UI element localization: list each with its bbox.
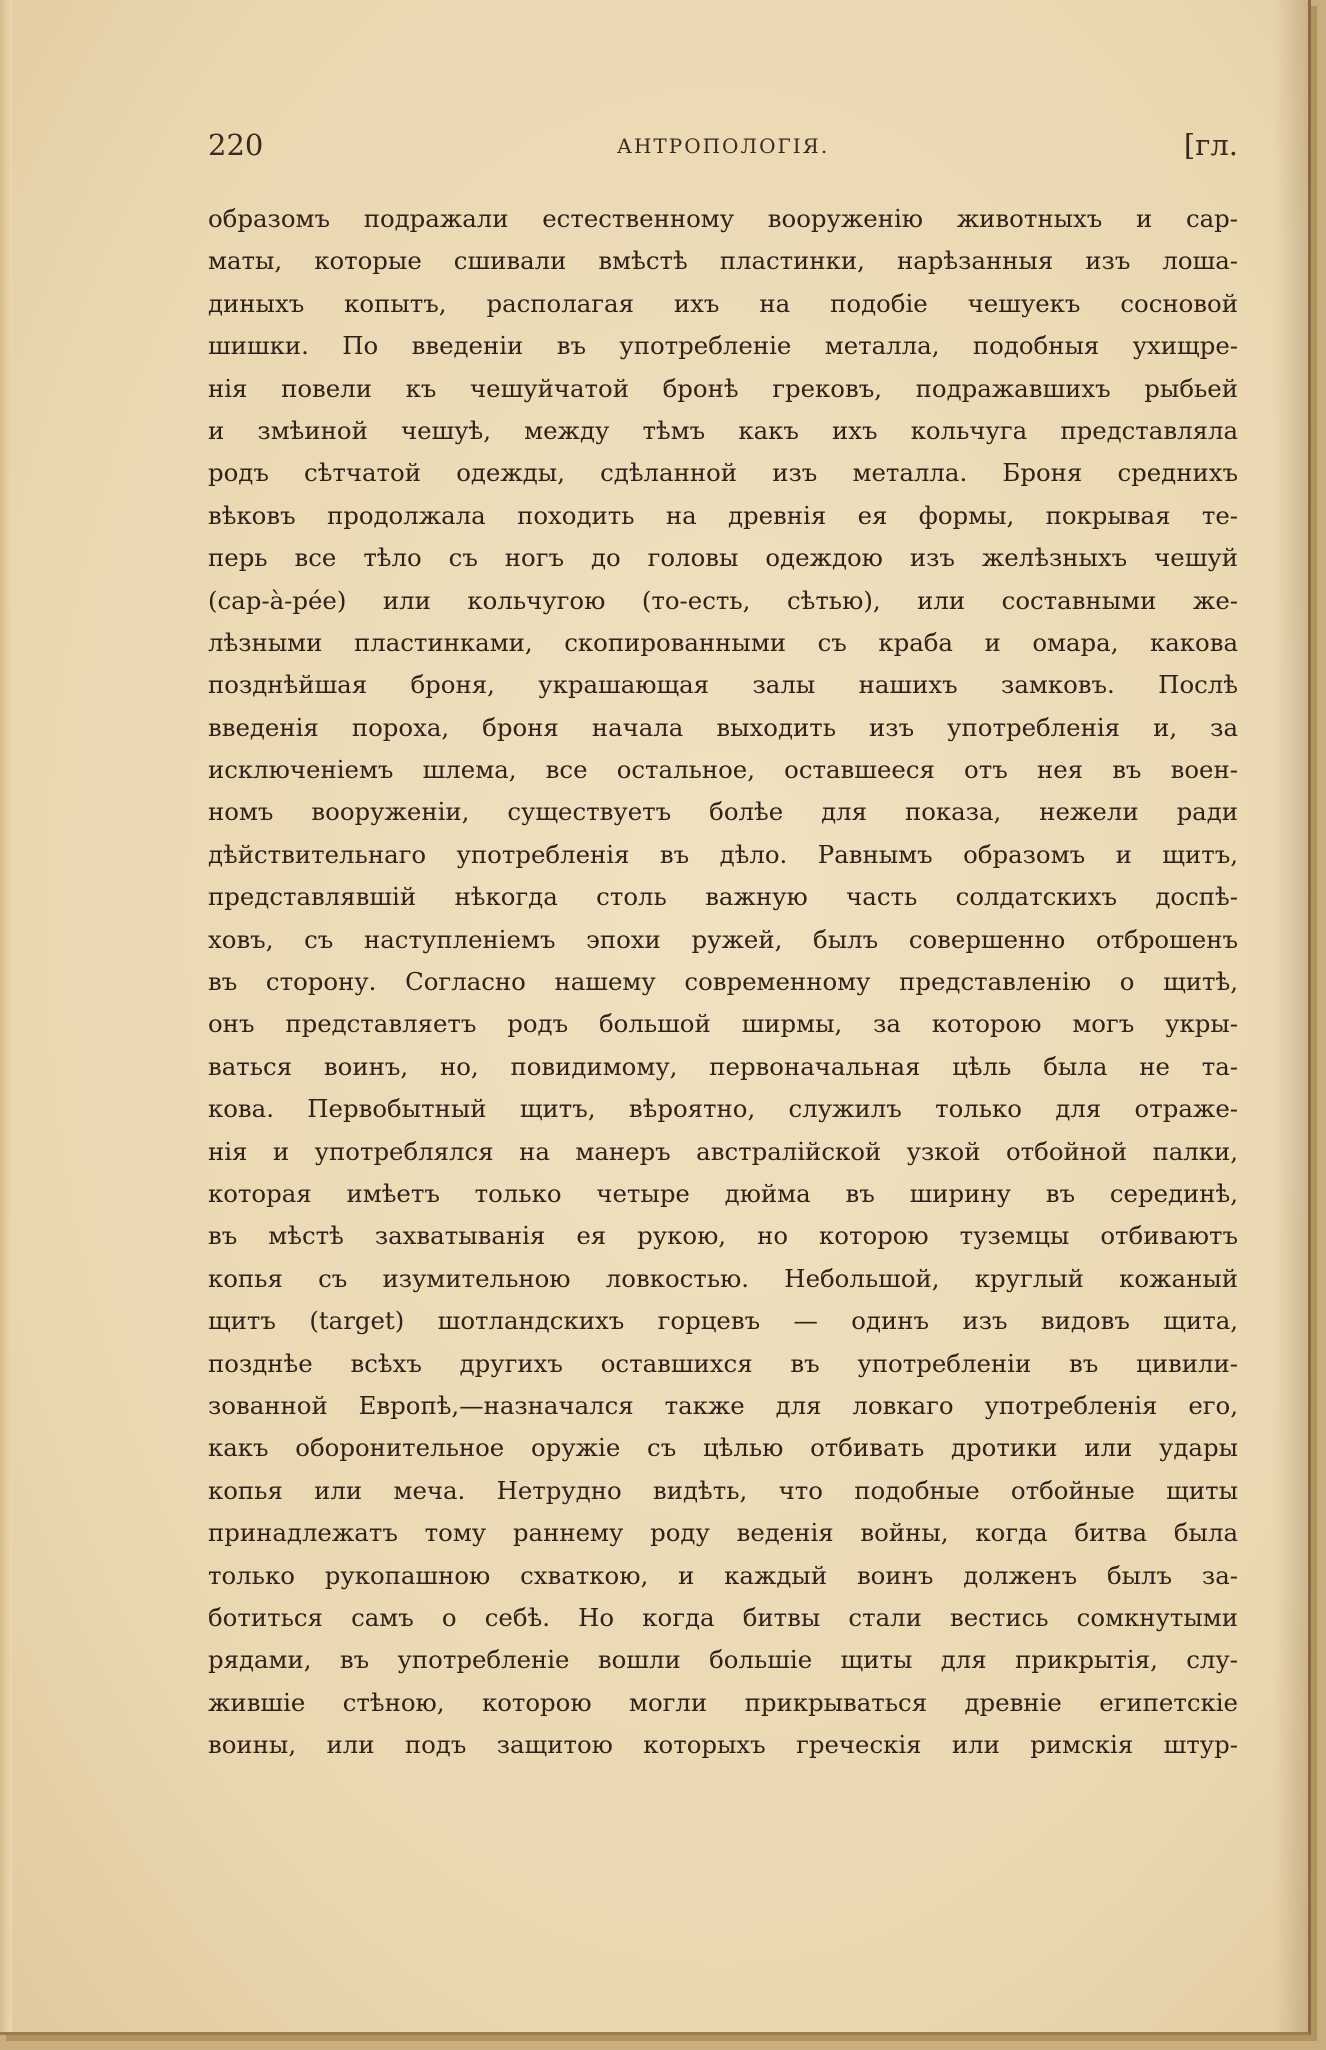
text-line: ховъ, съ наступленіемъ эпохи ружей, былъ совершенно отброшенъ [208, 924, 1238, 954]
text-line: копья или меча. Нетрудно видѣть, что подобные отбойные щиты [208, 1475, 1238, 1505]
text-line: кова. Первобытный щитъ, вѣроятно, служилъ только для отраже- [208, 1094, 1238, 1124]
page-right-shadow [1274, 0, 1308, 2032]
text-line: которая имѣетъ только четыре дюйма въ ширину въ серединѣ, [208, 1178, 1238, 1208]
text-line: позднѣе всѣхъ другихъ оставшихся въ употребленіи въ цивили- [208, 1348, 1238, 1378]
text-line: перь все тѣло съ ногъ до головы одеждою изъ желѣзныхъ чешуй [208, 543, 1238, 573]
text-line: вѣковъ продолжала походить на древнія ея формы, покрывая те- [208, 500, 1238, 530]
text-line: щитъ (target) шотландскихъ горцевъ — одинъ изъ видовъ щита, [208, 1306, 1238, 1336]
text-line: въ сторону. Согласно нашему современному представленію о щитѣ, [208, 967, 1238, 997]
body-text [208, 198, 1238, 1766]
text-line: (cap-à-pée) или кольчугою (то-есть, сѣтью), или составными же- [208, 585, 1238, 615]
text-line: диныхъ копытъ, располагая ихъ на подобіе чешуекъ сосновой [208, 288, 1238, 318]
text-line: и змѣиной чешуѣ, между тѣмъ какъ ихъ кольчуга представляла [208, 415, 1238, 445]
text-line: рядами, въ употребленіе вошли большіе щиты для прикрытія, слу- [208, 1645, 1238, 1675]
text-line: ботиться самъ о себѣ. Но когда битвы стали вестись сомкнутыми [208, 1602, 1238, 1632]
text-line: образомъ подражали естественному вооруженію животныхъ и сар- [208, 204, 1238, 233]
text-line: маты, которые сшивали вмѣстѣ пластинки, нарѣзанныя изъ лоша- [208, 246, 1238, 276]
text-line: представлявшій нѣкогда столь важную часть солдатскихъ доспѣ- [208, 882, 1238, 912]
text-line: только рукопашною схваткою, и каждый воинъ долженъ былъ за- [208, 1560, 1238, 1590]
page-left-edge [0, 0, 12, 2032]
text-line: дѣйствительнаго употребленія въ дѣло. Равнымъ образомъ и щитъ, [208, 839, 1238, 869]
text-line: позднѣйшая броня, украшающая залы нашихъ замковъ. Послѣ [208, 670, 1238, 700]
text-line: нія и употреблялся на манеръ австралійской узкой отбойной палки, [208, 1136, 1238, 1166]
text-line: лѣзными пластинками, скопированными съ краба и омара, какова [208, 627, 1238, 657]
text-line: ваться воинъ, но, повидимому, первоначальная цѣль была не та- [208, 1051, 1238, 1081]
text-line: введенія пороха, броня начала выходить изъ употребленія и, за [208, 712, 1238, 742]
running-title: АНТРОПОЛОГІЯ. [616, 134, 830, 158]
text-line: исключеніемъ шлема, все остальное, оставшееся отъ нея въ воен- [208, 755, 1238, 785]
text-line: шишки. По введеніи въ употребленіе металла, подобныя ухищре- [208, 331, 1238, 361]
page-number: 220 [208, 128, 264, 162]
text-line: какъ оборонительное оружіе съ цѣлью отбивать дротики или удары [208, 1433, 1238, 1463]
text-line: принадлежатъ тому раннему роду веденія войны, когда битва была [208, 1518, 1238, 1548]
text-line: номъ вооруженіи, существуетъ болѣе для показа, нежели ради [208, 797, 1238, 827]
text-line: воины, или подъ защитою которыхъ греческія или римскія штур- [208, 1730, 1238, 1760]
chapter-mark: [гл. [1183, 128, 1238, 162]
text-line: копья съ изумительною ловкостью. Небольшой, круглый кожаный [208, 1263, 1238, 1293]
text-line: зованной Европѣ,—назначался также для ловкаго употребленія его, [208, 1390, 1238, 1420]
text-line: онъ представляетъ родъ большой ширмы, за которою могъ укры- [208, 1009, 1238, 1039]
running-header [208, 128, 1238, 174]
text-line: нія повели къ чешуйчатой бронѣ грековъ, подражавшихъ рыбьей [208, 373, 1238, 403]
text-line: въ мѣстѣ захватыванія ея рукою, но которою туземцы отбиваютъ [208, 1221, 1238, 1251]
text-line: родъ сѣтчатой одежды, сдѣланной изъ металла. Броня среднихъ [208, 458, 1238, 488]
text-line: жившіе стѣною, которою могли прикрываться древніе египетскіе [208, 1687, 1238, 1717]
